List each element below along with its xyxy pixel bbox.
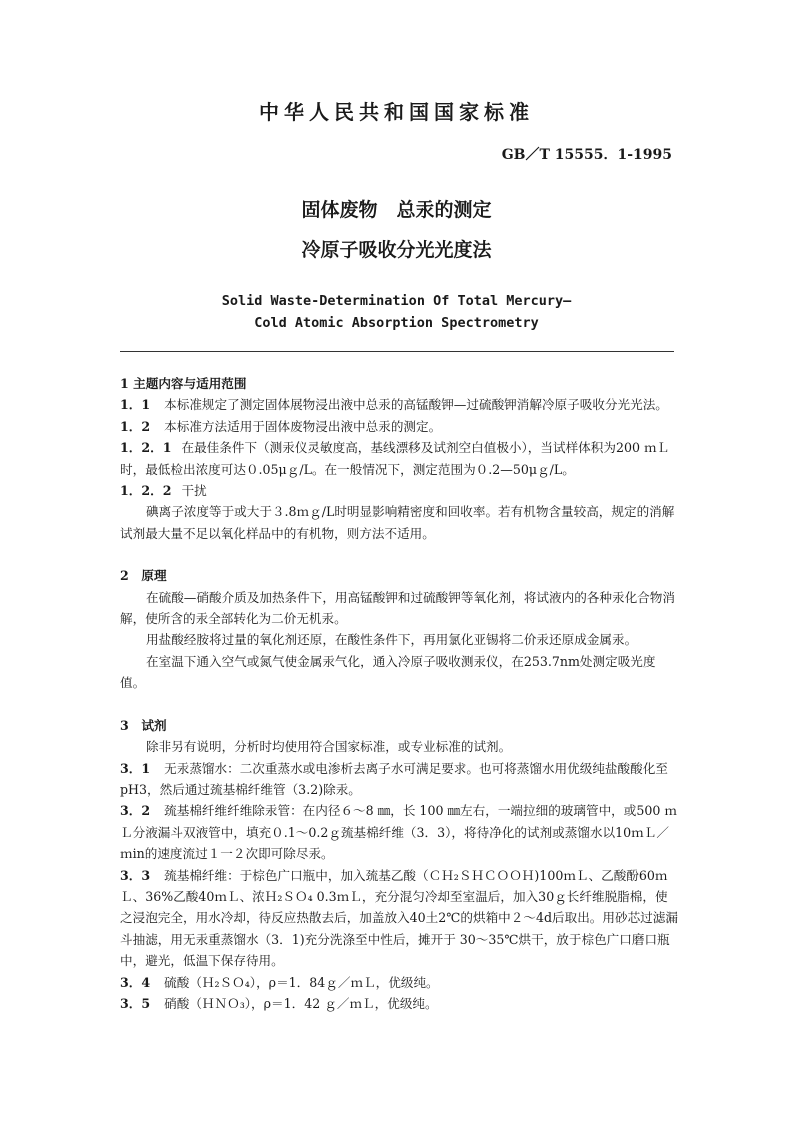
clause-text: 干扰 — [181, 483, 207, 499]
clause-number: 1．1 — [120, 397, 151, 413]
standard-title: 中华人民共和国国家标准 — [259, 100, 534, 124]
document-body — [120, 373, 678, 1014]
section-3-heading: 3 试剂 — [120, 717, 167, 733]
section-2-heading: 2 原理 — [120, 568, 167, 584]
clause-number: 3．1 — [120, 760, 151, 776]
clause-number: 3．3 — [120, 867, 151, 883]
clause-3-1 — [120, 758, 678, 801]
clause-number: 1．2 — [120, 418, 151, 434]
clause-1-2-2 — [120, 480, 678, 501]
clause-1-2-1 — [120, 437, 678, 480]
clause-1-1 — [120, 394, 678, 415]
clause-3-4 — [120, 972, 678, 993]
section-2-paragraph-3: 在室温下通入空气或氮气使金属汞气化，通入冷原子吸收测汞仪，在253.7nm处测定吸光度值。 — [120, 653, 656, 691]
clause-text: 硫酸（Ｈ₂ＳＯ₄），ρ＝1．84ｇ／ｍＬ，优级纯。 — [164, 974, 439, 990]
clause-3-3 — [120, 865, 678, 972]
clause-3-5 — [120, 993, 678, 1014]
chinese-title-line-1: 固体废物 总汞的测定 — [301, 199, 492, 221]
clause-number: 3．2 — [120, 803, 151, 819]
clause-text: 巯基棉纤维纤维除汞管：在内径６～8 ㎜，长 100 ㎜左右，一端拉细的玻璃管中，或500 ｍＬ分液漏斗双液管中，填充０.1～0.2ｇ巯基棉纤维（3．3），将待净化的试剂或蒸馏水以10ｍＬ／ｍin的速度流过１一２次即可除尽汞。 — [120, 803, 678, 862]
chinese-title-line-2: 冷原子吸收分光光度法 — [301, 239, 492, 261]
section-1-heading: 1 主题内容与适用范围 — [120, 376, 247, 391]
clause-text: 巯基棉纤维：于棕色广口瓶中，加入巯基乙酸（ＣＨ₂ＳＨＣＯＯＨ)100ｍＬ、乙酸酚60ｍＬ、36%乙酸40ｍＬ、浓Ｈ₂ＳＯ₄ 0.3ｍＬ，充分混匀冷却至室温后，加入30ｇ长纤维脱脂棉，使之浸泡完全，用水冷却，待反应热散去后，加盖放入40土2℃的烘箱中２～4d后取出。用砂芯过滤漏斗抽滤，用无汞重蒸馏水（3．1)充分洗涤至中性后，摊开于 30～35℃烘干，放于棕色广口磨口瓶中，避光，低温下保存待用。 — [120, 867, 678, 969]
clause-number: 3．5 — [120, 995, 151, 1011]
clause-text: 无汞蒸馏水：二次重蒸水或电渗析去离子水可满足要求。也可将蒸馏水用优级纯盐酸酸化至pH3，然后通过巯基棉纤维管（3.2)除汞。 — [120, 760, 668, 797]
section-2-paragraph-2: 用盐酸经胺将过量的氧化剂还原，在酸性条件下，再用氯化亚锡将二价汞还原成金属汞。 — [146, 632, 638, 648]
clause-number: 1．2．1 — [120, 440, 172, 456]
clause-text: 本标准方法适用于固体废物浸出液中总汞的测定。 — [164, 418, 442, 434]
clause-3-2 — [120, 800, 678, 864]
clause-1-2 — [120, 416, 678, 437]
clause-text: 硝酸（ＨＮＯ₃），ρ＝1．42 ｇ／ｍＬ，优级纯。 — [164, 995, 438, 1011]
clause-text: 在最佳条件下（测汞仪灵敏度高，基线漂移及试剂空白值极小），当试样体积为200 ｍＬ时，最低检出浓度可达０.05μｇ/L。在一般情况下，测定范围为０.2—50μｇ/L。 — [120, 440, 670, 477]
clause-number: 3．4 — [120, 974, 151, 990]
clause-text: 本标准规定了测定固体展物浸出液中总汞的高锰酸钾—过硫酸钾消解冷原子吸收分光光法。 — [164, 397, 668, 413]
clause-number: 1．2．2 — [120, 483, 172, 499]
english-title-line-2: Cold Atomic Absorption Spectrometry — [254, 315, 539, 331]
standard-code: GB／T 15555．1-1995 — [501, 147, 672, 163]
english-title-line-1: Solid Waste-Determination Of Total Mercury— — [221, 293, 572, 309]
section-2-paragraph-1: 在硫酸—硝酸介质及加热条件下，用高锰酸钾和过硫酸钾等氧化剂，将试液内的各种汞化合物消解，使所含的汞全部转化为二价无机汞。 — [120, 589, 675, 627]
title-divider — [120, 351, 674, 352]
section-3-intro: 除非另有说明，分析时均使用符合国家标准，或专业标准的试剂。 — [146, 739, 512, 755]
clause-1-2-2-body: 碘离子浓度等于或大于３.8ｍｇ/L时明显影响精密度和回收率。若有机物含量较高，规定的消解试剂最大量不足以氧化样品中的有机物，则方法不适用。 — [120, 504, 675, 541]
